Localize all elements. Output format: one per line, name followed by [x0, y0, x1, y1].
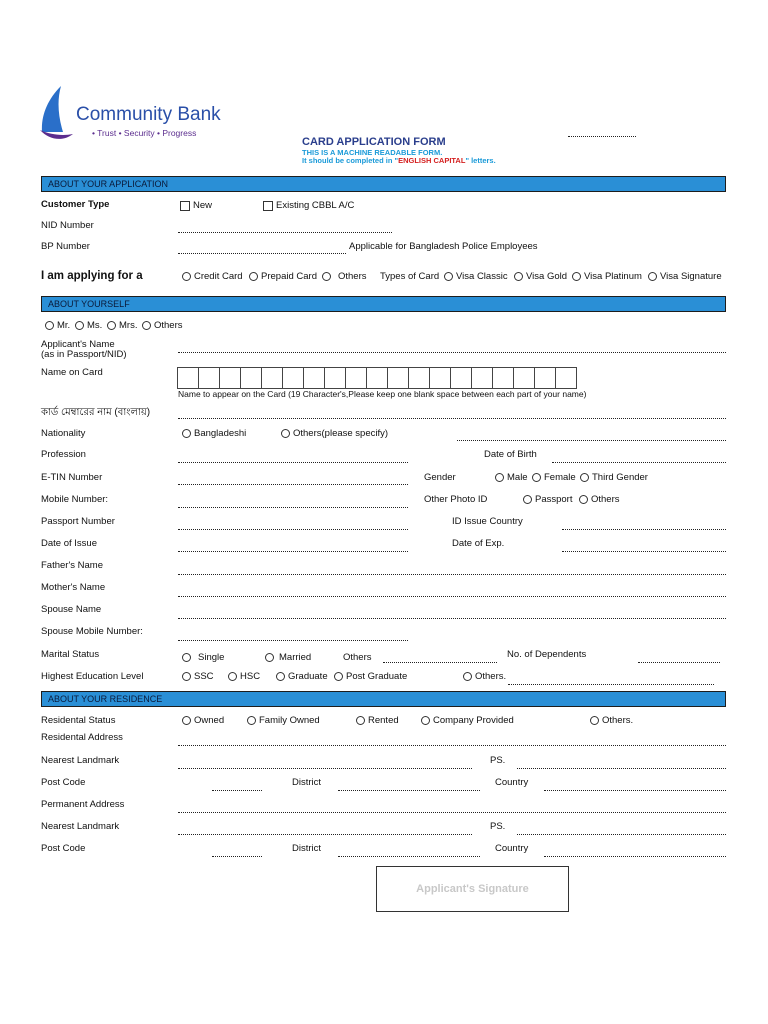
- customer-type-existing[interactable]: Existing CBBL A/C: [263, 200, 354, 211]
- post-code-label: Post Code: [41, 777, 86, 788]
- radio-icon[interactable]: [579, 495, 588, 504]
- res-rented[interactable]: Rented: [356, 715, 399, 726]
- types-of-card-label: Types of Card: [380, 271, 440, 282]
- char-cell[interactable]: [471, 367, 493, 389]
- photo-id-passport[interactable]: Passport: [523, 494, 573, 505]
- char-cell[interactable]: [219, 367, 241, 389]
- photo-id-others[interactable]: Others: [579, 494, 620, 505]
- edu-others-field[interactable]: [508, 684, 714, 685]
- bank-name: Community Bank: [76, 104, 221, 125]
- char-cell[interactable]: [387, 367, 409, 389]
- mother-name-field[interactable]: [178, 596, 726, 597]
- char-cell[interactable]: [534, 367, 556, 389]
- radio-icon[interactable]: [107, 321, 116, 330]
- country-label: Country: [495, 777, 529, 788]
- res-company-provided[interactable]: Company Provided: [421, 715, 514, 726]
- bangla-name-field[interactable]: [178, 418, 726, 419]
- profession-field[interactable]: [178, 462, 408, 463]
- nationality-others[interactable]: Others(please specify): [281, 428, 388, 439]
- edu-hsc[interactable]: HSC: [228, 671, 260, 682]
- bp-field[interactable]: [178, 253, 346, 254]
- ps-2-field[interactable]: [517, 834, 726, 835]
- applicant-signature-box[interactable]: [376, 866, 569, 912]
- residential-address-label: Residental Address: [41, 732, 123, 743]
- bank-tagline: • Trust • Security • Progress: [92, 128, 197, 138]
- nid-field[interactable]: [178, 232, 392, 233]
- residential-status-label: Residental Status: [41, 715, 116, 726]
- radio-icon[interactable]: [45, 321, 54, 330]
- mobile-label: Mobile Number:: [41, 494, 109, 505]
- ps-field[interactable]: [517, 768, 726, 769]
- radio-icon[interactable]: [572, 272, 581, 281]
- radio-icon[interactable]: [249, 272, 258, 281]
- name-on-card-note: Name to appear on the Card (19 Character's,Please keep one blank space between each part of your name): [178, 389, 587, 399]
- country-2-label: Country: [495, 843, 529, 854]
- radio-icon[interactable]: [514, 272, 523, 281]
- date-of-exp-label: Date of Exp.: [452, 538, 505, 549]
- radio-icon[interactable]: [532, 473, 541, 482]
- father-name-label: Father's Name: [41, 560, 104, 571]
- char-cell[interactable]: [450, 367, 472, 389]
- country-2-field[interactable]: [544, 856, 726, 857]
- father-name-field[interactable]: [178, 574, 726, 575]
- char-cell[interactable]: [303, 367, 325, 389]
- district-2-label: District: [292, 843, 322, 854]
- char-cell[interactable]: [198, 367, 220, 389]
- radio-icon[interactable]: [182, 653, 191, 662]
- checkbox-icon[interactable]: [263, 201, 273, 211]
- radio-icon[interactable]: [648, 272, 657, 281]
- res-family-owned[interactable]: Family Owned: [247, 715, 320, 726]
- english-capital-highlight: ENGLISH CAPITAL: [398, 156, 466, 165]
- radio-icon[interactable]: [495, 473, 504, 482]
- district-2-field[interactable]: [338, 856, 480, 857]
- machine-readable-note: THIS IS A MACHINE READABLE FORM.: [302, 148, 443, 157]
- form-number-field[interactable]: [568, 136, 636, 137]
- radio-icon[interactable]: [334, 672, 343, 681]
- gender-third[interactable]: Third Gender: [580, 472, 648, 483]
- passport-label: Passport Number: [41, 516, 115, 527]
- apply-others[interactable]: Others: [322, 271, 367, 282]
- title-mr[interactable]: Mr.: [45, 320, 70, 331]
- education-label: Highest Education Level: [41, 671, 144, 682]
- radio-icon[interactable]: [182, 672, 191, 681]
- apply-credit-card[interactable]: Credit Card: [182, 271, 243, 282]
- nationality-bangladeshi[interactable]: Bangladeshi: [182, 428, 246, 439]
- radio-icon[interactable]: [228, 672, 237, 681]
- dob-label: Date of Birth: [484, 449, 537, 460]
- mobile-field[interactable]: [178, 507, 408, 508]
- applying-label: I am applying for a: [41, 270, 143, 282]
- spouse-name-field[interactable]: [178, 618, 726, 619]
- profession-label: Profession: [41, 449, 86, 460]
- edu-graduate[interactable]: Graduate: [276, 671, 328, 682]
- bank-logo: [39, 86, 73, 144]
- permanent-address-field[interactable]: [178, 812, 726, 813]
- permanent-address-label: Permanent Address: [41, 799, 125, 810]
- type-visa-platinum[interactable]: Visa Platinum: [572, 271, 642, 282]
- form-title: CARD APPLICATION FORM: [302, 136, 446, 148]
- bp-label: BP Number: [41, 241, 90, 252]
- marital-others-label: Others: [343, 652, 372, 663]
- customer-type-label: Customer Type: [41, 199, 110, 210]
- district-field[interactable]: [338, 790, 480, 791]
- country-field[interactable]: [544, 790, 726, 791]
- marital-single[interactable]: Single: [182, 652, 224, 663]
- section-about-yourself: ABOUT YOURSELF: [41, 296, 726, 312]
- title-ms[interactable]: Ms.: [75, 320, 102, 331]
- name-on-card-label: Name on Card: [41, 367, 103, 378]
- res-owned[interactable]: Owned: [182, 715, 224, 726]
- radio-icon[interactable]: [463, 672, 472, 681]
- char-cell[interactable]: [177, 367, 199, 389]
- title-mrs[interactable]: Mrs.: [107, 320, 137, 331]
- radio-icon[interactable]: [276, 672, 285, 681]
- post-code-2-label: Post Code: [41, 843, 86, 854]
- id-issue-country-field[interactable]: [562, 529, 726, 530]
- bp-note: Applicable for Bangladesh Police Employees: [349, 241, 538, 252]
- customer-type-new[interactable]: New: [180, 200, 212, 211]
- passport-field[interactable]: [178, 529, 408, 530]
- section-about-application: ABOUT YOUR APPLICATION: [41, 176, 726, 192]
- char-cell[interactable]: [240, 367, 262, 389]
- type-visa-classic[interactable]: Visa Classic: [444, 271, 508, 282]
- ps-2-label: PS.: [490, 821, 506, 832]
- post-code-field[interactable]: [212, 790, 262, 791]
- char-cell[interactable]: [324, 367, 346, 389]
- char-cell[interactable]: [261, 367, 283, 389]
- district-label: District: [292, 777, 322, 788]
- spouse-name-label: Spouse Name: [41, 604, 102, 615]
- nationality-label: Nationality: [41, 428, 86, 439]
- applicant-name-label: Applicant's Name (as in Passport/NID): [41, 339, 127, 360]
- nearest-landmark-2-field[interactable]: [178, 834, 472, 835]
- radio-icon[interactable]: [75, 321, 84, 330]
- radio-icon[interactable]: [247, 716, 256, 725]
- applicant-name-field[interactable]: [178, 352, 726, 353]
- nationality-specify-field[interactable]: [457, 440, 726, 441]
- radio-icon[interactable]: [444, 272, 453, 281]
- gender-male[interactable]: Male: [495, 472, 528, 483]
- date-of-exp-field[interactable]: [562, 551, 726, 552]
- dependents-field[interactable]: [638, 662, 720, 663]
- radio-icon[interactable]: [590, 716, 599, 725]
- marital-married[interactable]: Married: [265, 652, 311, 663]
- radio-icon[interactable]: [580, 473, 589, 482]
- gender-label: Gender: [424, 472, 456, 483]
- name-on-card-grid[interactable]: [178, 367, 577, 389]
- char-cell[interactable]: [282, 367, 304, 389]
- edu-ssc[interactable]: SSC: [182, 671, 214, 682]
- char-cell[interactable]: [429, 367, 451, 389]
- spouse-mobile-label: Spouse Mobile Number:: [41, 626, 143, 637]
- marital-others-field[interactable]: [383, 662, 497, 663]
- apply-prepaid-card[interactable]: Prepaid Card: [249, 271, 317, 282]
- title-others[interactable]: Others: [142, 320, 183, 331]
- char-cell[interactable]: [345, 367, 367, 389]
- section-about-residence: ABOUT YOUR RESIDENCE: [41, 691, 726, 707]
- nearest-landmark-field[interactable]: [178, 768, 472, 769]
- residential-address-field[interactable]: [178, 745, 726, 746]
- edu-post-graduate[interactable]: Post Graduate: [334, 671, 407, 682]
- nid-label: NID Number: [41, 220, 94, 231]
- marital-status-label: Marital Status: [41, 649, 100, 660]
- char-cell[interactable]: [408, 367, 430, 389]
- checkbox-icon[interactable]: [180, 201, 190, 211]
- radio-icon[interactable]: [322, 272, 331, 281]
- edu-others[interactable]: Others.: [463, 671, 506, 682]
- radio-icon[interactable]: [523, 495, 532, 504]
- spouse-mobile-field[interactable]: [178, 640, 408, 641]
- id-issue-country-label: ID Issue Country: [452, 516, 523, 527]
- date-of-issue-label: Date of Issue: [41, 538, 97, 549]
- nearest-landmark-label: Nearest Landmark: [41, 755, 120, 766]
- dependents-label: No. of Dependents: [507, 649, 587, 660]
- res-others[interactable]: Others.: [590, 715, 633, 726]
- ps-label: PS.: [490, 755, 506, 766]
- type-visa-signature[interactable]: Visa Signature: [648, 271, 722, 282]
- etin-label: E-TIN Number: [41, 472, 103, 483]
- radio-icon[interactable]: [421, 716, 430, 725]
- english-capital-note: It should be completed in "ENGLISH CAPITAL" letters.: [302, 156, 496, 165]
- dob-field[interactable]: [552, 462, 726, 463]
- char-cell[interactable]: [366, 367, 388, 389]
- radio-icon[interactable]: [265, 653, 274, 662]
- other-photo-id-label: Other Photo ID: [424, 494, 488, 505]
- date-of-issue-field[interactable]: [178, 551, 408, 552]
- radio-icon[interactable]: [182, 716, 191, 725]
- radio-icon[interactable]: [142, 321, 151, 330]
- radio-icon[interactable]: [356, 716, 365, 725]
- bangla-name-label: কার্ড মেম্বারের নাম (বাংলায়): [41, 407, 151, 418]
- etin-field[interactable]: [178, 484, 408, 485]
- radio-icon[interactable]: [182, 429, 191, 438]
- radio-icon[interactable]: [281, 429, 290, 438]
- type-visa-gold[interactable]: Visa Gold: [514, 271, 567, 282]
- char-cell[interactable]: [513, 367, 535, 389]
- gender-female[interactable]: Female: [532, 472, 576, 483]
- signature-label: Applicant's Signature: [416, 883, 529, 895]
- char-cell[interactable]: [492, 367, 514, 389]
- nearest-landmark-2-label: Nearest Landmark: [41, 821, 120, 832]
- radio-icon[interactable]: [182, 272, 191, 281]
- mother-name-label: Mother's Name: [41, 582, 106, 593]
- char-cell[interactable]: [555, 367, 577, 389]
- post-code-2-field[interactable]: [212, 856, 262, 857]
